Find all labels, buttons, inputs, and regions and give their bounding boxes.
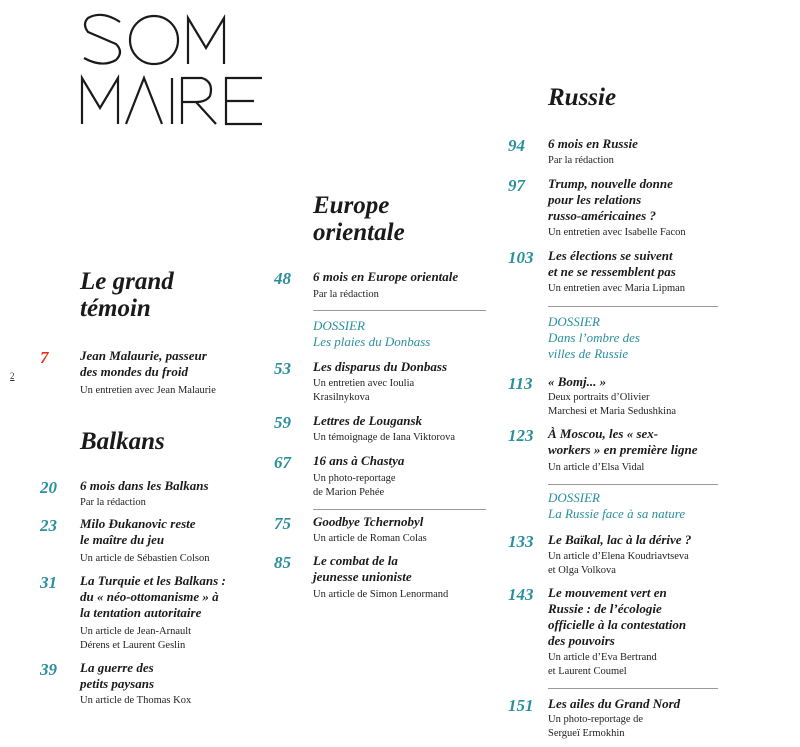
entry-title: 16 ans à Chastya	[313, 453, 405, 468]
entry-credit: Un article de Sébastien Colson	[80, 553, 210, 564]
page-number-97: 97	[508, 176, 525, 195]
toc-entry-48[interactable]	[274, 269, 489, 303]
entry-credit: Un article de Simon Lenormand	[313, 589, 449, 600]
toc-entry-39[interactable]	[40, 660, 270, 712]
toc-entry-67[interactable]	[274, 453, 489, 501]
toc-entry-20[interactable]	[40, 478, 270, 510]
entry-credit: Un témoignage de Iana Viktorova	[313, 432, 456, 443]
section-title-russie: Russie	[548, 84, 617, 111]
page-number-103: 103	[508, 248, 534, 267]
divider	[548, 484, 718, 485]
toc-entry-53[interactable]	[274, 359, 489, 407]
toc-entry-103[interactable]	[508, 248, 733, 298]
entry-credit: Un photo-reportage de Sergueï Ermokhin	[548, 714, 644, 739]
entry-title: Lettres de Lougansk	[313, 413, 423, 428]
page-number-151: 151	[508, 696, 534, 715]
page-number-133: 133	[508, 532, 534, 551]
toc-entry-133[interactable]	[508, 532, 733, 580]
page-number-123: 123	[508, 426, 534, 445]
entry-title: Le combat de la jeunesse unioniste	[313, 553, 412, 584]
entry-title: Les ailes du Grand Nord	[548, 696, 681, 711]
toc-entry-7[interactable]	[40, 348, 270, 400]
entry-title: Les disparus du Donbass	[313, 359, 448, 374]
toc-entry-31[interactable]	[40, 573, 270, 655]
entry-credit: Un entretien avec Isabelle Facon	[548, 227, 686, 238]
toc-entry-59[interactable]	[274, 413, 489, 445]
entry-title: Milo Đukanovic reste le maître du jeu	[80, 516, 196, 547]
toc-entry-123[interactable]	[508, 426, 733, 476]
section-title-balkans: Balkans	[80, 428, 165, 455]
page-number-85: 85	[274, 553, 291, 572]
entry-credit: Un entretien avec Maria Lipman	[548, 283, 686, 294]
toc-entry-151[interactable]	[508, 696, 733, 744]
entry-title: « Bomj... »	[548, 374, 607, 389]
section-title-europe-orientale: Europe orientale	[313, 192, 405, 246]
divider	[313, 310, 486, 311]
logo-text: SOMMAIRE	[80, 8, 87, 9]
entry-title: À Moscou, les « sex- workers » en première ligne	[548, 426, 698, 457]
entry-credit: Un entretien avec Jean Malaurie	[80, 385, 216, 396]
entry-credit: Un article de Roman Colas	[313, 533, 427, 544]
entry-title: La Turquie et les Balkans : du « néo-ottomanisme » à la tentation autoritaire	[80, 573, 226, 620]
toc-entry-23[interactable]	[40, 516, 270, 568]
page-number-7: 7	[40, 348, 49, 367]
entry-title: 6 mois dans les Balkans	[80, 478, 209, 493]
toc-entry-94[interactable]	[508, 136, 733, 168]
entry-title: Le Baïkal, lac à la dérive ?	[548, 532, 692, 547]
toc-entry-85[interactable]	[274, 553, 489, 603]
entry-credit: Par la rédaction	[313, 289, 379, 300]
page-number-23: 23	[40, 516, 57, 535]
entry-title: Goodbye Tchernobyl	[313, 514, 424, 529]
divider	[313, 509, 486, 510]
entry-title: Jean Malaurie, passeur des mondes du froid	[80, 348, 207, 379]
entry-credit: Un article d’Eva Bertrand et Laurent Coumel	[548, 652, 657, 677]
dossier-dans-l-ombre-des-villes[interactable]: DOSSIER Dans l’ombre des villes de Russie	[548, 314, 640, 361]
divider	[548, 688, 718, 689]
page-number-53: 53	[274, 359, 291, 378]
page-number-31: 31	[40, 573, 57, 592]
entry-credit: Un article d’Elsa Vidal	[548, 462, 645, 473]
page-number-67: 67	[274, 453, 291, 472]
page-number-75: 75	[274, 514, 291, 533]
toc-entry-143[interactable]	[508, 585, 733, 681]
entry-title: La guerre des petits paysans	[80, 660, 155, 691]
divider	[548, 306, 718, 307]
page-number-48: 48	[274, 269, 291, 288]
entry-credit: Un photo-reportage de Marion Pehée	[313, 473, 396, 498]
entry-credit: Un article de Jean-Arnault Dérens et Laurent Geslin	[80, 626, 192, 651]
entry-credit: Deux portraits d’Olivier Marchesi et Maria Sedushkina	[548, 392, 677, 417]
toc-entry-97[interactable]	[508, 176, 733, 242]
page-number-59: 59	[274, 413, 291, 432]
section-title-le-grand-temoin: Le grand témoin	[80, 268, 174, 322]
page-number-94: 94	[508, 136, 525, 155]
page-number-113: 113	[508, 374, 533, 393]
page-number: 2	[10, 371, 15, 381]
entry-credit: Un entretien avec Ioulia Krasilnykova	[313, 378, 415, 403]
entry-credit: Par la rédaction	[548, 155, 614, 166]
page-number-143: 143	[508, 585, 534, 604]
entry-title: Le mouvement vert en Russie : de l’écologie officielle à la contestation des pouvoirs	[548, 585, 687, 648]
toc-entry-113[interactable]	[508, 374, 733, 420]
entry-title: 6 mois en Russie	[548, 136, 638, 151]
entry-title: Les élections se suivent et ne se ressemblent pas	[548, 248, 676, 279]
entry-credit: Un article de Thomas Kox	[80, 695, 192, 706]
sommaire-logo	[80, 8, 280, 126]
page-number-39: 39	[40, 660, 57, 679]
dossier-les-plaies-du-donbass[interactable]: DOSSIER Les plaies du Donbass	[313, 318, 431, 349]
entry-title: Trump, nouvelle donne pour les relations russo-américaines ?	[548, 176, 673, 223]
toc-entry-75[interactable]	[274, 514, 489, 546]
dossier-la-russie-face-a-sa-nature[interactable]: DOSSIER La Russie face à sa nature	[548, 490, 686, 521]
page-number-20: 20	[40, 478, 57, 497]
entry-credit: Un article d’Elena Koudriavtseva et Olga Volkova	[548, 551, 689, 576]
entry-credit: Par la rédaction	[80, 497, 146, 508]
entry-title: 6 mois en Europe orientale	[313, 269, 459, 284]
